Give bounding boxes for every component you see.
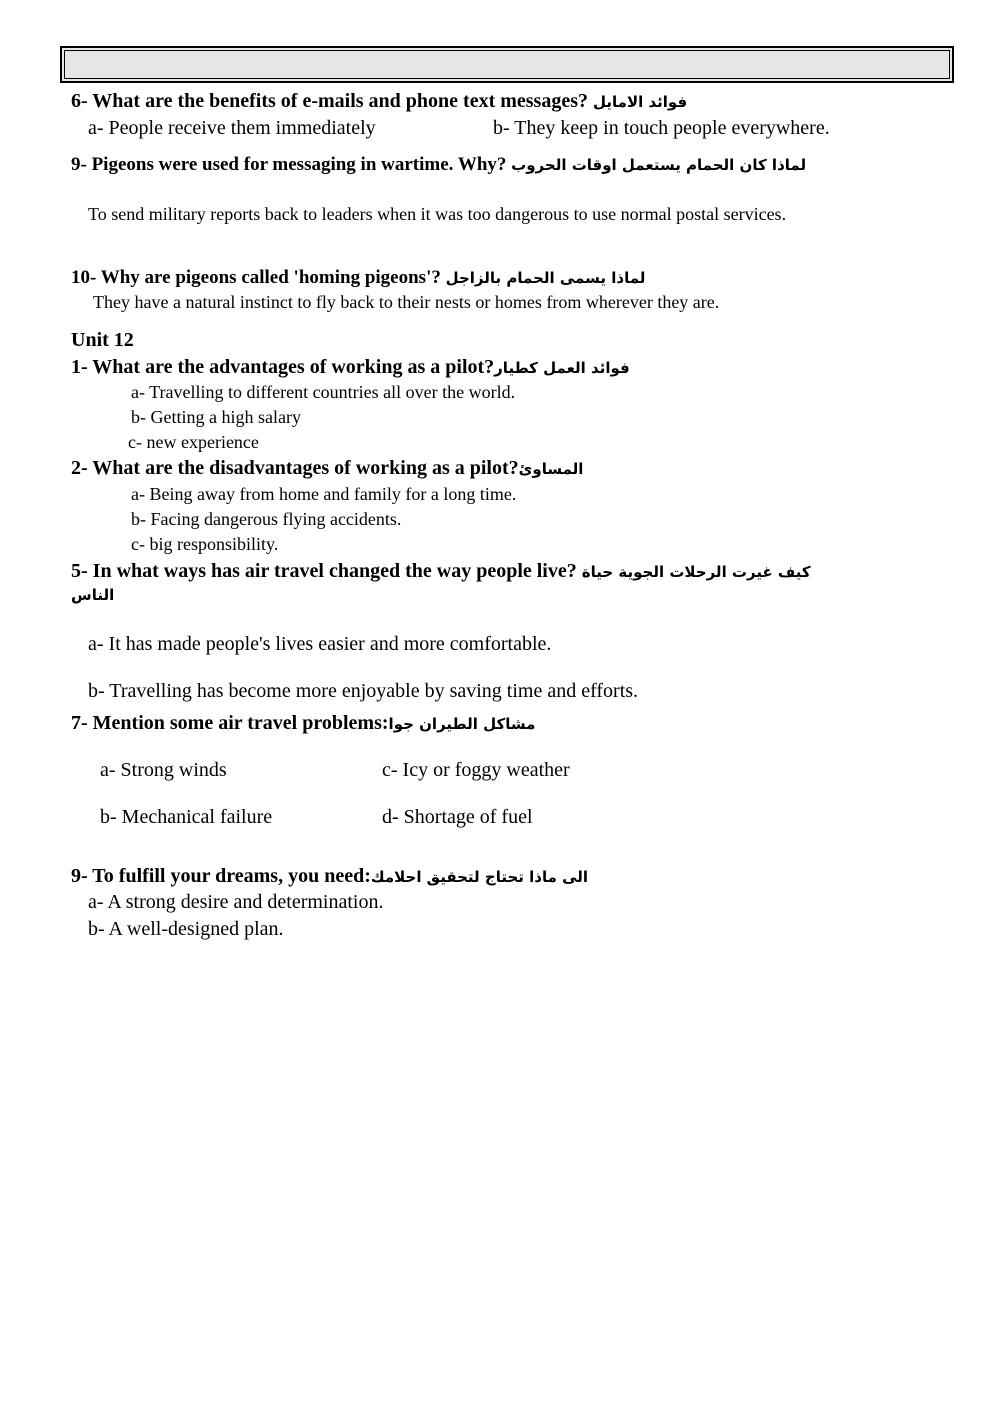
answer-9: To send military reports back to leaders when it was too dangerous to use normal postal services. [88, 204, 787, 224]
answer-10: They have a natural instinct to fly back to their nests or homes from wherever they are. [93, 292, 720, 312]
unit12-answer-2a: a- Being away from home and family for a long time. [131, 484, 517, 504]
unit12-answer-1c: c- new experience [128, 432, 259, 452]
question-6: 6- What are the benefits of e-mails and phone text messages? فوائد الامايل [71, 90, 688, 112]
question-6-arabic: فوائد الامايل [593, 93, 688, 111]
unit12-answer-7a: a- Strong winds [100, 759, 227, 781]
unit-title: Unit 12 [71, 329, 134, 351]
unit12-answer-5a: a- It has made people's lives easier and more comfortable. [88, 633, 552, 655]
question-10: 10- Why are pigeons called 'homing pigeons'? لماذا يسمى الحمام بالزاجل [71, 267, 646, 288]
unit12-answer-7b: b- Mechanical failure [100, 806, 273, 828]
unit12-answer-7c: c- Icy or foggy weather [382, 759, 570, 781]
unit12-question-5: 5- In what ways has air travel changed the way people live? كيف غيرت الرحلات الجوية حياة [71, 560, 811, 582]
unit12-question-7: 7- Mention some air travel problems:مشاكل الطيران جوا [71, 712, 536, 734]
unit12-question-1-arabic: فوائد العمل كطيار [494, 359, 630, 377]
unit12-question-2-arabic: المساوئ [518, 460, 584, 478]
unit12-question-9: 9- To fulfill your dreams, you need:الى ماذا تحتاج لتحقيق احلامك [71, 865, 589, 887]
unit12-question-5-arabic-cont: الناس [71, 586, 115, 604]
header-box [60, 46, 954, 83]
answer-6a: a- People receive them immediately [88, 117, 376, 139]
question-10-arabic: لماذا يسمى الحمام بالزاجل [445, 269, 646, 287]
unit12-question-2: 2- What are the disadvantages of working as a pilot?المساوئ [71, 457, 584, 479]
unit12-answer-5b: b- Travelling has become more enjoyable by saving time and efforts. [88, 680, 639, 702]
unit12-question-7-arabic: مشاكل الطيران جوا [388, 715, 536, 733]
unit12-answer-7d: d- Shortage of fuel [382, 806, 533, 828]
unit12-answer-2b: b- Facing dangerous flying accidents. [131, 509, 402, 529]
unit12-question-1: 1- What are the advantages of working as a pilot?فوائد العمل كطيار [71, 356, 630, 378]
unit12-answer-2c: c- big responsibility. [131, 534, 279, 554]
unit12-answer-1a: a- Travelling to different countries all over the world. [131, 382, 516, 402]
unit12-question-5-arabic: كيف غيرت الرحلات الجوية حياة [581, 563, 811, 581]
unit12-question-9-arabic: الى ماذا تحتاج لتحقيق احلامك [370, 868, 589, 886]
unit12-answer-1b: b- Getting a high salary [131, 407, 301, 427]
answer-6b: b- They keep in touch people everywhere. [493, 117, 830, 139]
unit12-answer-9a: a- A strong desire and determination. [88, 891, 384, 913]
question-9-arabic: لماذا كان الحمام يستعمل اوقات الحروب [511, 156, 807, 174]
question-9: 9- Pigeons were used for messaging in wartime. Why? لماذا كان الحمام يستعمل اوقات الحروب [71, 154, 807, 175]
unit12-answer-9b: b- A well-designed plan. [88, 918, 284, 940]
